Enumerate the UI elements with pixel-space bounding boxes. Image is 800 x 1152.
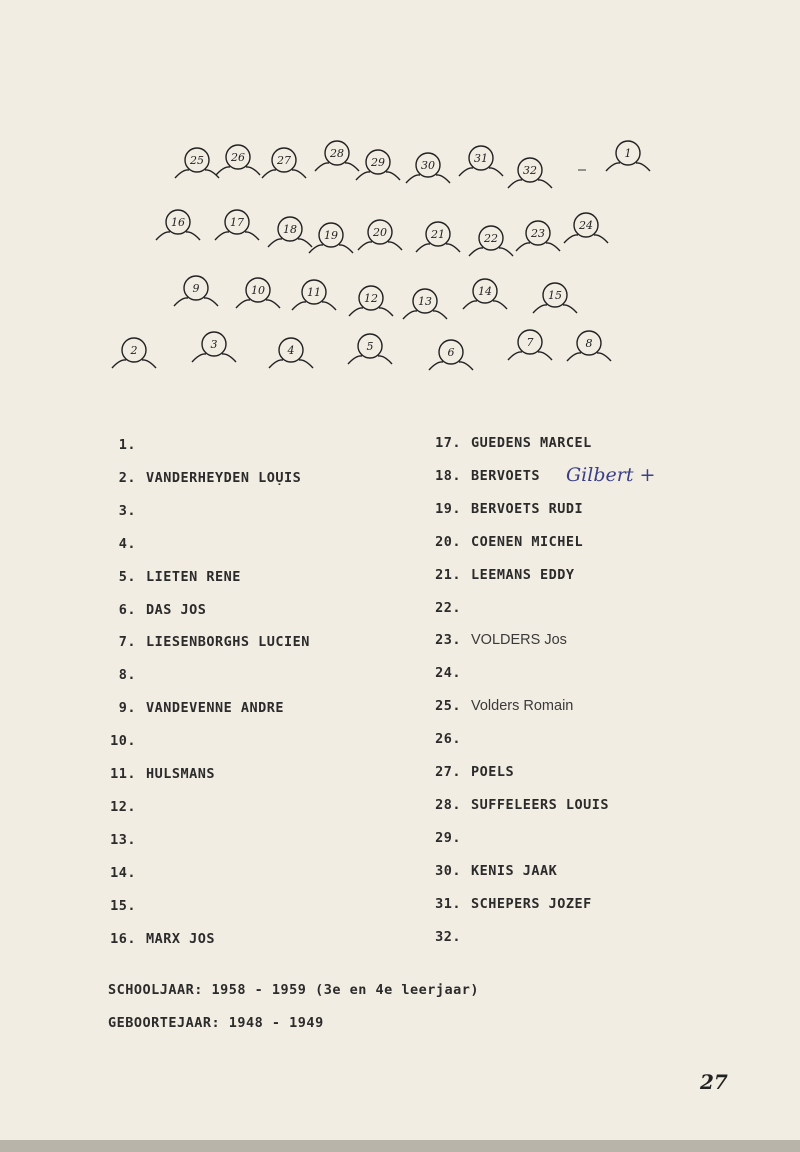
entry-name: DAS JOS: [146, 601, 207, 618]
entry-name: BERVOETS RUDI: [471, 500, 584, 517]
entry-number: 29.: [435, 829, 461, 846]
figure-number: 17: [230, 216, 244, 229]
entry-number: 28.: [435, 796, 461, 813]
entry-number: 18.: [435, 467, 461, 484]
name-entry: [104, 437, 146, 453]
name-entry: [104, 766, 215, 782]
entry-number: 8.: [118, 667, 136, 684]
student-figure-4: [269, 338, 313, 368]
figure-number: 6: [447, 346, 455, 359]
name-entry: [429, 501, 583, 517]
entry-number: 14.: [110, 864, 136, 881]
figure-number: 3: [210, 338, 218, 351]
figure-number: 27: [277, 154, 291, 167]
entry-name: VANDEVENNE ANDRE: [146, 700, 285, 717]
student-figure-6: [429, 340, 473, 370]
student-figure-7: [508, 330, 552, 360]
entry-name: GUEDENS MARCEL: [471, 435, 592, 451]
student-figure-31: [459, 146, 503, 176]
figure-number: 2: [130, 344, 138, 357]
name-entry: [104, 602, 206, 618]
name-entry: [104, 569, 241, 585]
student-figure-24: [564, 213, 608, 243]
student-figure-13: [403, 289, 447, 319]
student-figure-17: [215, 210, 259, 240]
student-figure-14: [463, 279, 507, 309]
student-figure-15: [533, 283, 577, 313]
figure-number: 31: [474, 152, 488, 165]
student-figure-12: [349, 286, 393, 316]
entry-number: 5.: [118, 568, 136, 585]
entry-number: 9.: [118, 700, 136, 717]
entry-name: LIETEN RENE: [146, 568, 241, 585]
figure-number: 8: [585, 337, 593, 350]
figure-number: 30: [421, 159, 435, 172]
name-entry: [104, 634, 310, 650]
student-figure-3: [192, 332, 236, 362]
entry-name: POELS: [471, 764, 515, 780]
name-entry: [429, 534, 583, 550]
name-entry: [429, 863, 557, 879]
figure-number: 1: [624, 147, 632, 160]
student-figure-30: [406, 153, 450, 183]
name-entry: [429, 665, 471, 681]
entry-number: 4.: [118, 535, 136, 552]
entry-number: 31.: [435, 895, 461, 912]
entry-number: 10.: [110, 733, 136, 750]
figure-number: 16: [171, 216, 185, 229]
entry-number: 32.: [435, 928, 461, 945]
page-number: 27: [700, 1070, 728, 1094]
figure-number: 5: [366, 340, 374, 353]
name-entry: [429, 896, 592, 912]
student-figure-1: [606, 141, 650, 171]
name-entry: [104, 832, 146, 848]
name-entry: [429, 698, 573, 714]
figure-number: 14: [478, 285, 492, 298]
student-figure-16: [156, 210, 200, 240]
name-entry: [429, 731, 471, 747]
entry-number: 22.: [435, 599, 461, 616]
entry-number: 13.: [110, 831, 136, 848]
schooljaar-line: SCHOOLJAAR: 1958 - 1959 (3e en 4e leerjaar): [108, 982, 479, 998]
entry-number: 17.: [435, 435, 461, 451]
entry-number: 20.: [435, 533, 461, 550]
entry-name: COENEN MICHEL: [471, 533, 584, 550]
entry-name: MARX JOS: [146, 930, 216, 947]
student-figure-19: [309, 223, 353, 253]
figure-number: 26: [231, 151, 245, 164]
figure-number: 11: [307, 286, 321, 299]
entry-number: 6.: [118, 601, 136, 618]
entry-number: 24.: [435, 665, 461, 682]
student-figure-26: [216, 145, 260, 175]
student-figure-11: [292, 280, 336, 310]
figure-number: 15: [548, 289, 562, 302]
student-figure-18: [268, 217, 312, 247]
figure-number: 23: [531, 227, 545, 240]
entry-number: 23.: [435, 632, 461, 649]
page-edge: [0, 1140, 800, 1152]
entry-number: 26.: [435, 731, 461, 748]
name-entry: [429, 567, 575, 583]
name-entry: [429, 435, 592, 451]
entry-number: 1.: [118, 437, 136, 453]
entry-name: VANDERHEYDEN LOỤIS: [146, 469, 302, 486]
figure-number: 19: [324, 229, 338, 242]
entry-name: BERVOETS: [471, 467, 541, 484]
student-figure-25: [175, 148, 219, 178]
name-entry: [104, 931, 215, 947]
name-entry: [104, 503, 146, 519]
entry-name: VOLDERS Jos: [471, 632, 567, 649]
entry-number: 16.: [110, 930, 136, 947]
student-figure-21: [416, 222, 460, 252]
student-figure-9: [174, 276, 218, 306]
entry-name: HULSMANS: [146, 766, 216, 782]
name-entry: [104, 470, 301, 486]
student-figure-28: [315, 141, 359, 171]
name-entry: [104, 865, 146, 881]
entry-number: 27.: [435, 764, 461, 780]
entry-number: 3.: [118, 502, 136, 519]
geboortejaar-line: GEBOORTEJAAR: 1948 - 1949: [108, 1015, 324, 1031]
entry-number: 12.: [110, 798, 136, 815]
figure-number: 13: [418, 295, 432, 308]
name-entry: [104, 733, 146, 749]
name-entry: [104, 799, 146, 815]
entry-number: 2.: [118, 469, 136, 486]
student-figure-32: [508, 158, 552, 188]
entry-number: 21.: [435, 566, 461, 583]
figure-number: 22: [484, 232, 498, 245]
figure-number: 21: [431, 228, 445, 241]
entry-number: 7.: [118, 634, 136, 651]
figure-number: 25: [190, 154, 204, 167]
name-entry: [429, 632, 567, 648]
entry-number: 11.: [110, 766, 136, 782]
student-figure-5: [348, 334, 392, 364]
figure-number: 29: [371, 156, 385, 169]
student-figure-20: [358, 220, 402, 250]
name-entry: [429, 830, 471, 846]
name-entry: [429, 929, 471, 945]
student-figure-27: [262, 148, 306, 178]
student-figure-8: [567, 331, 611, 361]
entry-number: 30.: [435, 862, 461, 879]
name-entry: [104, 536, 146, 552]
student-figure-2: [112, 338, 156, 368]
figure-number: 12: [364, 292, 378, 305]
entry-number: 15.: [110, 897, 136, 914]
figure-number: 9: [192, 282, 200, 295]
name-entry: [429, 468, 540, 484]
handwritten-annotation-18: Gilbert +: [566, 464, 656, 486]
figure-number: 24: [579, 219, 593, 232]
figure-number: 28: [330, 147, 344, 160]
student-figure-10: [236, 278, 280, 308]
name-entry: [104, 898, 146, 914]
entry-name: KENIS JAAK: [471, 862, 558, 879]
seating-diagram: [0, 0, 800, 400]
figure-number: 10: [251, 284, 265, 297]
figure-number: 32: [523, 164, 537, 177]
entry-name: LEEMANS EDDY: [471, 566, 575, 583]
entry-name: Volders Romain: [471, 698, 574, 715]
figure-number: 20: [373, 226, 387, 239]
entry-name: LIESENBORGHS LUCIEN: [146, 634, 310, 651]
figure-number: 7: [526, 336, 534, 349]
name-entry: [429, 797, 609, 813]
entry-name: SUFFELEERS LOUIS: [471, 796, 610, 813]
entry-number: 19.: [435, 500, 461, 517]
entry-name: SCHEPERS JOZEF: [471, 895, 592, 912]
name-entry: [429, 764, 514, 780]
student-figure-29: [356, 150, 400, 180]
entry-number: 25.: [435, 698, 461, 715]
name-entry: [104, 667, 146, 683]
figure-number: 18: [283, 223, 297, 236]
student-figure-23: [516, 221, 560, 251]
name-entry: [104, 700, 284, 716]
figure-number: 4: [287, 344, 295, 357]
student-figure-22: [469, 226, 513, 256]
name-entry: [429, 600, 471, 616]
